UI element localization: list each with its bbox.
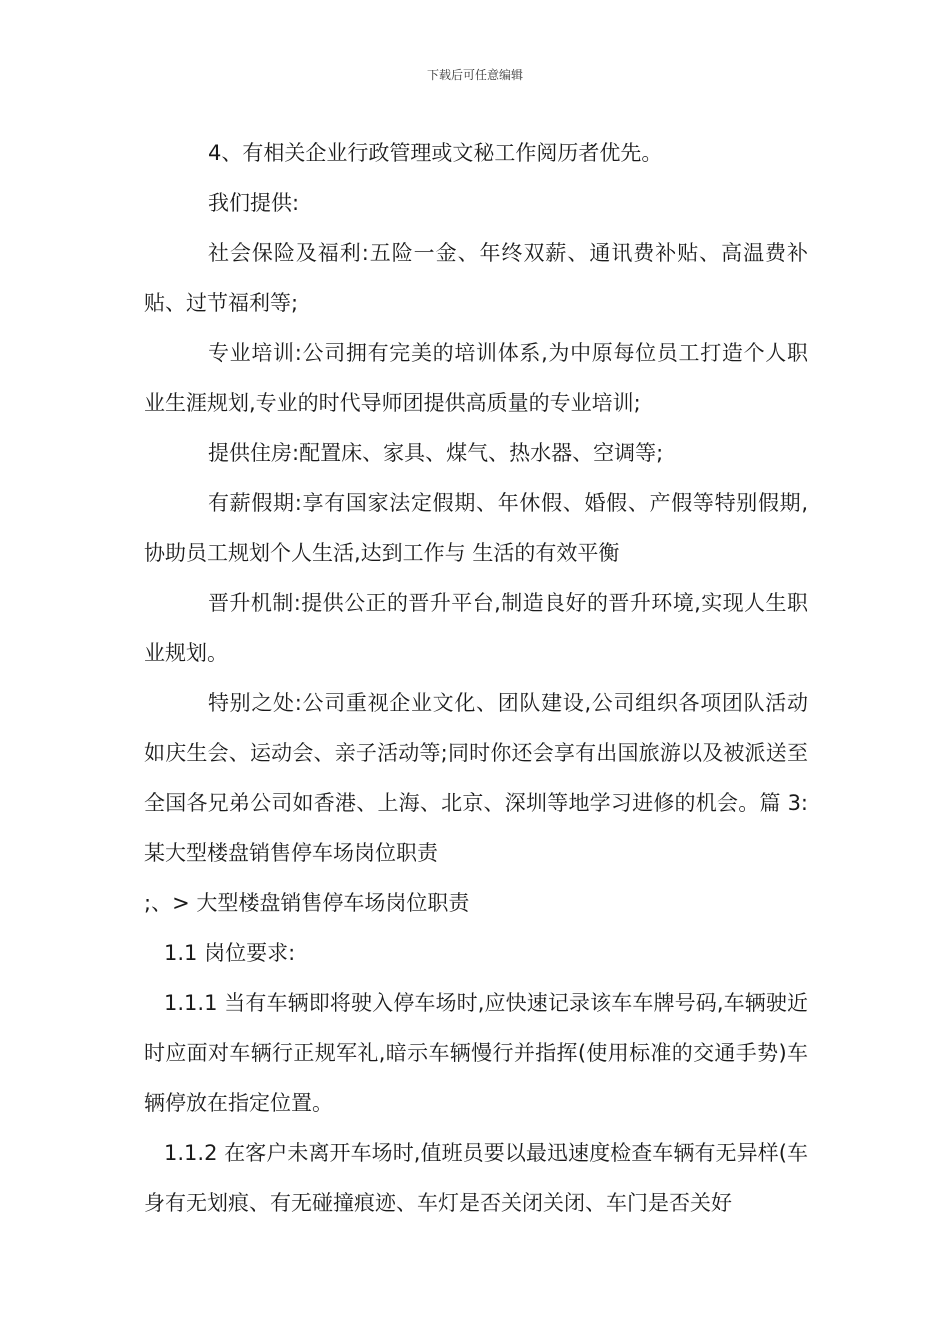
paragraph-1-1-2: 1.1.2 在客户未离开车场时,值班员要以最迅速度检查车辆有无异样(车身有无划痕、有无碰撞痕迹、车灯是否关闭关闭、车门是否关好 <box>144 1141 808 1215</box>
paragraph-requirement-4: 4、有相关企业行政管理或文秘工作阅历者优先。 <box>208 141 663 165</box>
paragraph-we-offer: 我们提供: <box>208 191 300 215</box>
paragraph-training: 专业培训:公司拥有完美的培训体系,为中原每位员工打造个人职业生涯规划,专业的时代导师团提供高质量的专业培训; <box>144 341 808 415</box>
paragraph-insurance-benefits: 社会保险及福利:五险一金、年终双薪、通讯费补贴、高温费补贴、过节福利等; <box>144 241 808 315</box>
paragraph-special: 特别之处:公司重视企业文化、团队建设,公司组织各项团队活动如庆生会、运动会、亲子活动等;同时你还会享有出国旅游以及被派送至全国各兄弟公司如香港、上海、北京、深圳等地学习进修的机会。篇 3:某大型楼盘销售停车场岗位职责 <box>144 691 808 865</box>
document-body <box>144 128 808 1228</box>
paragraph-1-1-1: 1.1.1 当有车辆即将驶入停车场时,应快速记录该车车牌号码,车辆驶近时应面对车辆行正规军礼,暗示车辆慢行并指挥(使用标准的交通手势)车辆停放在指定位置。 <box>144 991 808 1115</box>
paragraph-section-title: ;、> 大型楼盘销售停车场岗位职责 <box>144 891 470 915</box>
paragraph-paid-leave: 有薪假期:享有国家法定假期、年休假、婚假、产假等特别假期,协助员工规划个人生活,达到工作与 生活的有效平衡 <box>144 491 808 565</box>
paragraph-housing: 提供住房:配置床、家具、煤气、热水器、空调等; <box>208 441 664 465</box>
paragraph-promotion: 晋升机制:提供公正的晋升平台,制造良好的晋升环境,实现人生职业规划。 <box>144 591 808 665</box>
paragraph-1-1: 1.1 岗位要求: <box>164 941 296 965</box>
page-header: 下载后可任意编辑 <box>426 68 523 82</box>
